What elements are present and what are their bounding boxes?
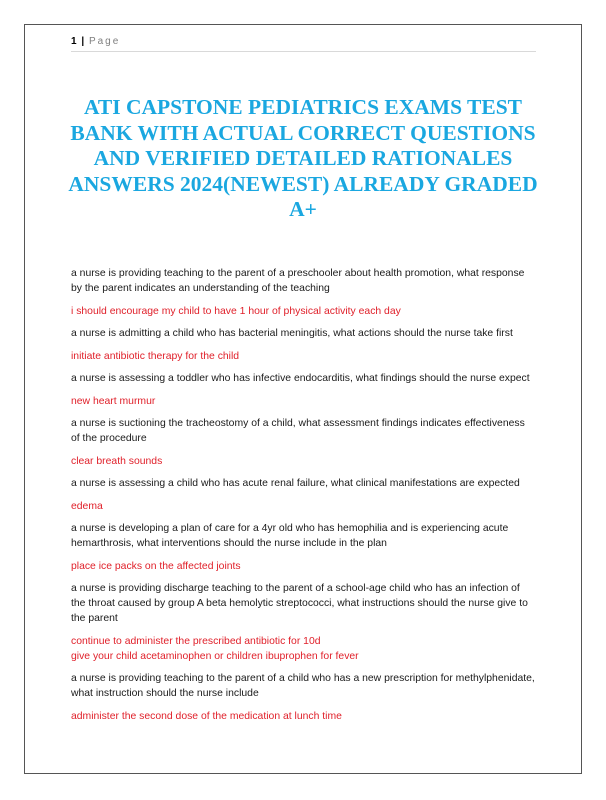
question-text: a nurse is providing teaching to the parent of a child who has a new prescription for methylphenidate, what instruction should the nurse include <box>71 673 535 699</box>
question-text: a nurse is assessing a toddler who has infective endocarditis, what findings should the nurse expect <box>71 373 530 384</box>
answer-block <box>71 499 536 514</box>
qa-item <box>71 371 536 409</box>
answer-block <box>71 454 536 469</box>
page-header <box>71 35 536 52</box>
answer-text: initiate antibiotic therapy for the child <box>71 350 240 362</box>
answer-text: i should encourage my child to have 1 hour of physical activity each day <box>71 305 401 317</box>
question-text: a nurse is assessing a child who has acute renal failure, what clinical manifestations are expected <box>71 478 520 489</box>
answer-text: give your child acetaminophen or children ibuprophen for fever <box>71 650 359 662</box>
answer-block <box>71 304 536 319</box>
answer-text: clear breath sounds <box>71 455 163 467</box>
page-number: 1 <box>71 36 77 47</box>
qa-item <box>71 581 536 664</box>
qa-item <box>71 671 536 724</box>
question-text: a nurse is admitting a child who has bacterial meningitis, what actions should the nurse take first <box>71 328 513 339</box>
answer-text: new heart murmur <box>71 395 156 407</box>
question-text: a nurse is suctioning the tracheostomy of a child, what assessment findings indicates effectiveness of the procedure <box>71 418 525 444</box>
answer-block <box>71 559 536 574</box>
question-text: a nurse is providing teaching to the parent of a preschooler about health promotion, what response by the parent indicates an understanding of the teaching <box>71 268 525 294</box>
answer-block <box>71 349 536 364</box>
qa-item <box>71 521 536 574</box>
qa-item <box>71 266 536 319</box>
qa-item <box>71 416 536 469</box>
answer-text: continue to administer the prescribed antibiotic for 10d <box>71 635 321 647</box>
page-label: Page <box>88 36 121 47</box>
qa-list <box>71 266 536 731</box>
question-text: a nurse is providing discharge teaching to the parent of a school-age child who has an infection of the throat caused by group A beta hemolytic streptococci, what instructions should the nurse give to the parent <box>71 583 528 624</box>
answer-text: administer the second dose of the medication at lunch time <box>71 710 342 722</box>
question-text: a nurse is developing a plan of care for a 4yr old who has hemophilia and is experiencing acute hemarthrosis, what interventions should the nurse include in the plan <box>71 523 509 549</box>
qa-item <box>71 326 536 364</box>
qa-item <box>71 476 536 514</box>
page-separator: | <box>81 36 85 47</box>
answer-block <box>71 394 536 409</box>
answer-block <box>71 709 536 724</box>
answer-text: place ice packs on the affected joints <box>71 560 241 572</box>
document-title: ATI CAPSTONE PEDIATRICS EXAMS TEST BANK WITH ACTUAL CORRECT QUESTIONS AND VERIFIED DETAILED RATIONALES ANSWERS 2024(NEWEST) ALREADY GRADED A+ <box>68 95 538 221</box>
answer-block <box>71 634 536 664</box>
answer-text: edema <box>71 500 103 512</box>
